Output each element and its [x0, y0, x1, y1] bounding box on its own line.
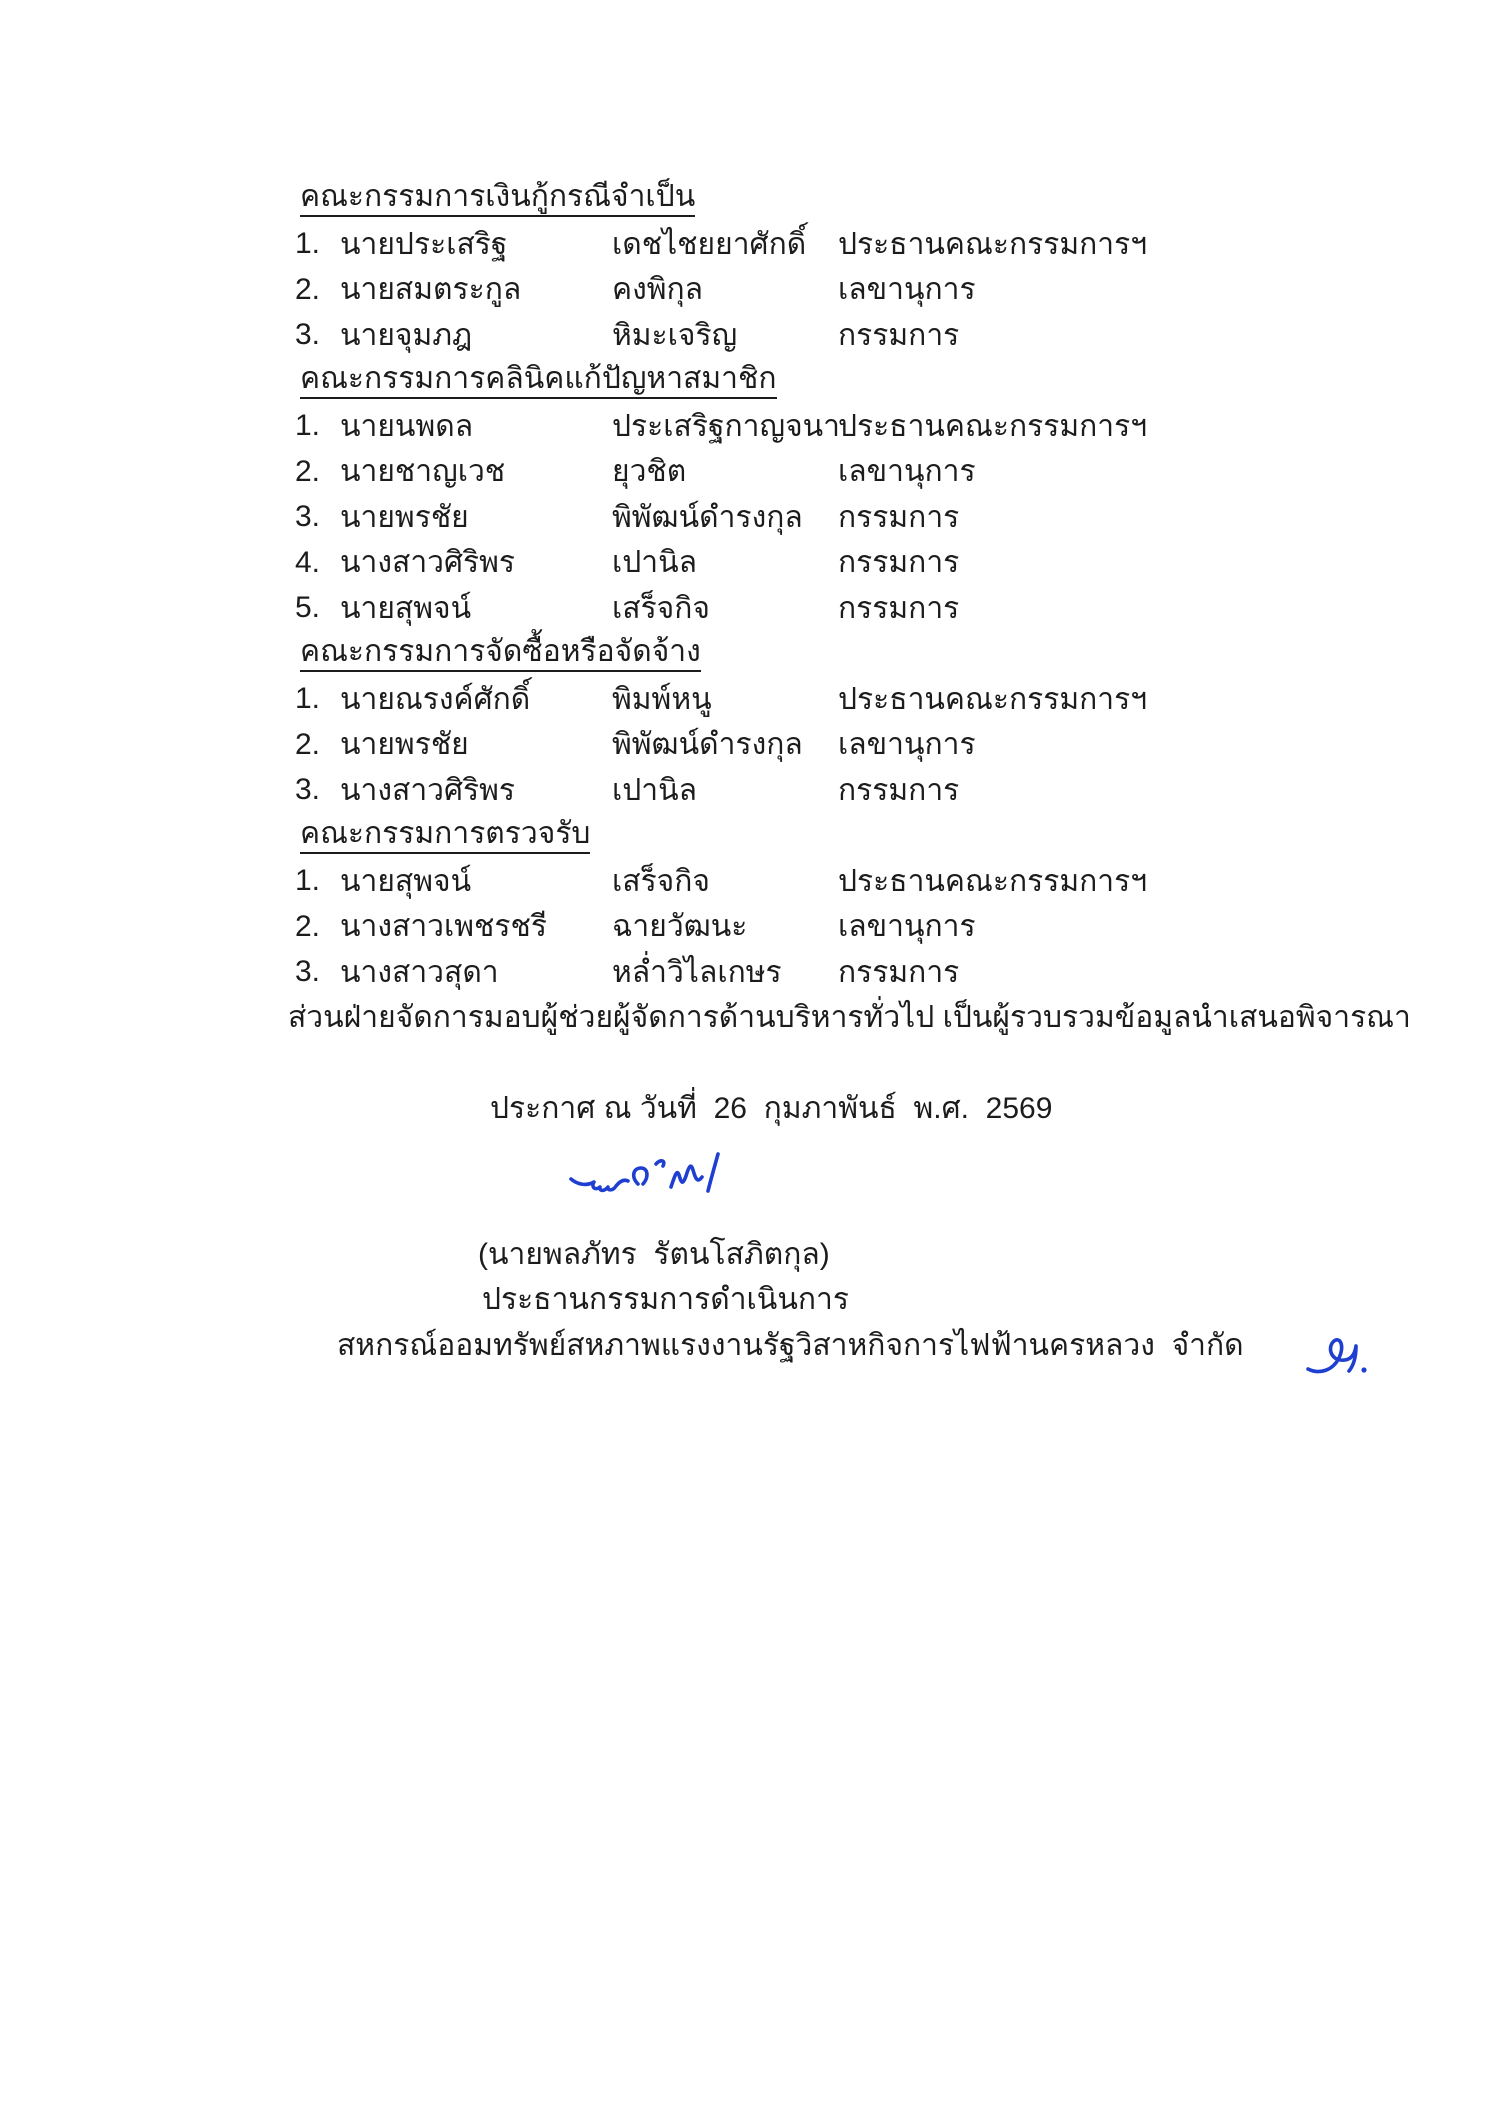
member-position: กรรมการ	[838, 546, 960, 580]
member-number: 1.	[295, 409, 321, 443]
document-body	[0, 176, 1500, 1041]
member-first-name: นายสุพจน์	[340, 591, 472, 625]
member-last-name: ฉายวัฒนะ	[612, 910, 748, 944]
member-last-name: เดชไชยยาศักดิ์	[612, 227, 807, 261]
member-position: ประธานคณะกรรมการฯ	[838, 409, 1148, 443]
member-position: เลขานุการ	[838, 728, 976, 762]
committee-member-row	[0, 222, 1500, 268]
member-last-name: เปานิล	[612, 546, 698, 580]
closing-note	[0, 995, 1500, 1041]
member-number: 3.	[295, 955, 321, 989]
committee-section-2	[0, 358, 1500, 404]
member-last-name: หล่ำวิไลเกษร	[612, 955, 782, 989]
signature-scribble	[566, 1148, 738, 1208]
committee-member-row	[0, 586, 1500, 632]
member-position: กรรมการ	[838, 318, 960, 352]
member-first-name: นางสาวศิริพร	[340, 773, 516, 807]
member-number: 3.	[295, 773, 321, 807]
member-first-name: นายสมตระกูล	[340, 273, 522, 307]
member-position: เลขานุการ	[838, 910, 976, 944]
committee-member-row	[0, 404, 1500, 450]
member-last-name: หิมะเจริญ	[612, 318, 738, 352]
member-first-name: นายจุมภฎ	[340, 318, 473, 352]
member-number: 2.	[295, 272, 321, 306]
committee-heading-text: คณะกรรมการคลินิคแก้ปัญหาสมาชิก	[300, 363, 777, 399]
member-number: 1.	[295, 864, 321, 898]
member-position: ประธานคณะกรรมการฯ	[838, 864, 1148, 898]
committee-heading-text: คณะกรรมการตรวจรับ	[300, 818, 590, 854]
member-first-name: นางสาวศิริพร	[340, 546, 516, 580]
member-number: 2.	[295, 727, 321, 761]
member-first-name: นายสุพจน์	[340, 864, 472, 898]
signatory-title-text: ประธานกรรมการดำเนินการ	[482, 1283, 849, 1316]
committee-member-row	[0, 722, 1500, 768]
organization-text: สหกรณ์ออมทรัพย์สหภาพแรงงานรัฐวิสาหกิจการไฟฟ้านครหลวง จำกัด	[337, 1329, 1244, 1362]
committee-section-1	[0, 176, 1500, 222]
committee-member-row	[0, 449, 1500, 495]
signatory-name	[478, 1232, 830, 1277]
member-last-name: ประเสริฐกาญจนา	[612, 409, 841, 443]
signature-initial-scribble	[1254, 1291, 1370, 1421]
member-first-name: นายณรงค์ศักดิ์	[340, 682, 531, 716]
committee-member-row	[0, 859, 1500, 905]
member-last-name: คงพิกุล	[612, 273, 704, 307]
member-position: ประธานคณะกรรมการฯ	[838, 682, 1148, 716]
member-first-name: นายประเสริฐ	[340, 227, 508, 261]
signatory-title	[482, 1277, 849, 1322]
member-position: ประธานคณะกรรมการฯ	[838, 227, 1148, 261]
member-number: 3.	[295, 318, 321, 352]
committee-member-row	[0, 495, 1500, 541]
committee-section-3	[0, 631, 1500, 677]
announcement-date-text: ประกาศ ณ วันที่ 26 กุมภาพันธ์ พ.ศ. 2569	[490, 1092, 1053, 1125]
committee-member-row	[0, 950, 1500, 996]
member-number: 1.	[295, 227, 321, 261]
member-first-name: นายพรชัย	[340, 728, 469, 762]
member-last-name: เสร็จกิจ	[612, 864, 710, 898]
member-position: กรรมการ	[838, 591, 960, 625]
member-last-name: พิมพ์หนู	[612, 682, 712, 716]
member-last-name: เปานิล	[612, 773, 698, 807]
member-number: 1.	[295, 682, 321, 716]
committee-section-4	[0, 813, 1500, 859]
member-first-name: นางสาวเพชรชรี	[340, 910, 547, 944]
member-position: เลขานุการ	[838, 455, 976, 489]
member-first-name: นางสาวสุดา	[340, 955, 499, 989]
member-number: 5.	[295, 591, 321, 625]
member-number: 3.	[295, 500, 321, 534]
committee-member-row	[0, 768, 1500, 814]
member-last-name: พิพัฒน์ดำรงกุล	[612, 728, 803, 762]
announcement-date-line	[490, 1086, 1052, 1131]
signatory-name-text: (นายพลภัทร รัตนโสภิตกุล)	[478, 1238, 830, 1271]
committee-member-row	[0, 267, 1500, 313]
member-number: 2.	[295, 909, 321, 943]
committee-member-row	[0, 540, 1500, 586]
committee-member-row	[0, 904, 1500, 950]
member-last-name: เสร็จกิจ	[612, 591, 710, 625]
member-first-name: นายนพดล	[340, 409, 474, 443]
member-position: เลขานุการ	[838, 273, 976, 307]
committee-member-row	[0, 313, 1500, 359]
member-position: กรรมการ	[838, 773, 960, 807]
member-number: 4.	[295, 545, 321, 579]
member-number: 2.	[295, 454, 321, 488]
committee-heading-text: คณะกรรมการจัดซื้อหรือจัดจ้าง	[300, 636, 701, 672]
member-position: กรรมการ	[838, 955, 960, 989]
committee-heading-text: คณะกรรมการเงินกู้กรณีจำเป็น	[300, 181, 695, 217]
closing-note-text: ส่วนฝ่ายจัดการมอบผู้ช่วยผู้จัดการด้านบริหารทั่วไป เป็นผู้รวบรวมข้อมูลนำเสนอพิจารณา	[288, 1001, 1411, 1035]
member-last-name: ยุวชิต	[612, 455, 687, 489]
member-first-name: นายชาญเวช	[340, 455, 506, 489]
organization-line	[337, 1323, 1370, 1368]
member-last-name: พิพัฒน์ดำรงกุล	[612, 500, 803, 534]
committee-member-row	[0, 677, 1500, 723]
member-first-name: นายพรชัย	[340, 500, 469, 534]
member-position: กรรมการ	[838, 500, 960, 534]
